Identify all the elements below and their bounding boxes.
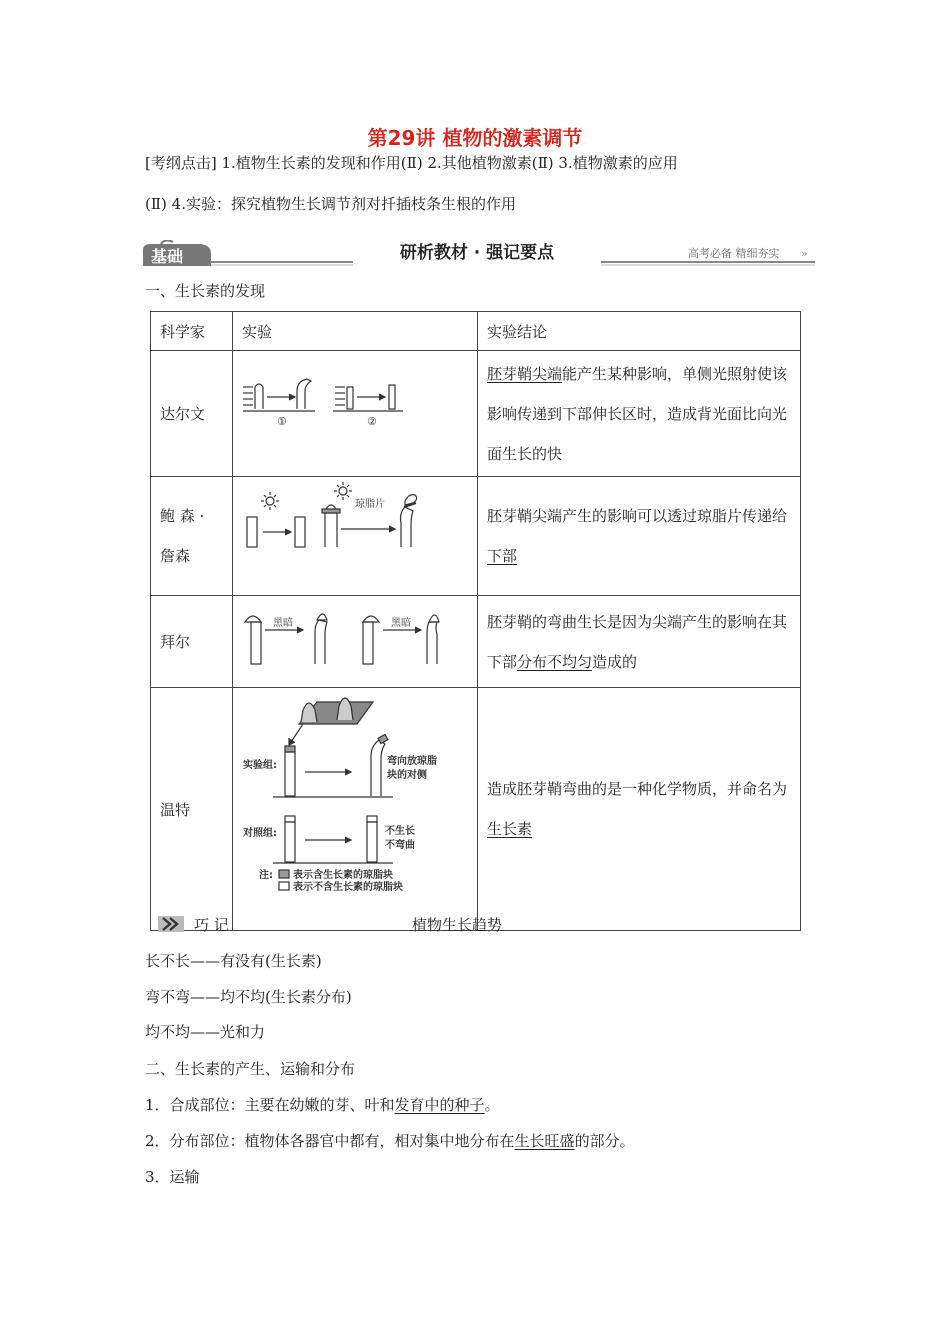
section-banner bbox=[143, 240, 815, 270]
went-diagram bbox=[233, 688, 478, 931]
tip-bar bbox=[158, 914, 518, 940]
banner-center-title: 研析教材 · 强记要点 bbox=[399, 243, 555, 263]
paal-diagram bbox=[233, 596, 478, 688]
boysen-conclusion-text: 胚芽鞘尖端产生的影响可以透过琼脂片传递给 bbox=[487, 507, 788, 525]
scientist-darwin: 达尔文 bbox=[151, 351, 233, 477]
item-1-text: 1．合成部位：主要在幼嫩的芽、叶和 bbox=[145, 1096, 395, 1114]
boysen-experiment-figure bbox=[233, 477, 477, 591]
item-1 bbox=[145, 1094, 500, 1115]
section-heading-1: 一、生长素的发现 bbox=[145, 282, 266, 300]
paal-conclusion bbox=[478, 596, 801, 688]
banner-badge: 基础 bbox=[151, 247, 184, 266]
went-exp-result-1: 弯向放琼脂 bbox=[387, 756, 437, 767]
table-row bbox=[151, 688, 801, 931]
darwin-diagram bbox=[233, 351, 478, 477]
mnemonic-line-3: 均不均——光和力 bbox=[145, 1023, 266, 1041]
paal-dark-label-1: 黑暗 bbox=[273, 618, 293, 629]
went-exp-group-label: 实验组: bbox=[243, 760, 277, 771]
went-ctrl-group-label: 对照组: bbox=[243, 828, 277, 839]
table-row bbox=[151, 596, 801, 688]
header-scientist: 科学家 bbox=[151, 312, 233, 351]
table-header-row bbox=[151, 312, 801, 351]
went-experiment-figure bbox=[233, 688, 477, 926]
went-note-label: 注: bbox=[259, 870, 273, 881]
item-2-tail: 的部分。 bbox=[574, 1132, 635, 1150]
boysen-conclusion-key: 下部 bbox=[487, 547, 518, 565]
paal-conclusion-text: 胚芽鞘的弯曲生长是因为尖端产生的影响在其下部 bbox=[487, 612, 788, 671]
went-conclusion-key: 生长素 bbox=[487, 820, 533, 838]
darwin-conclusion-text: 能产生某种影响，单侧光照射使该影响传递到下部伸长区时，造成背光面比向光面生长的快 bbox=[487, 364, 788, 463]
boysen-conclusion bbox=[478, 477, 801, 596]
went-exp-result-2: 块的对侧 bbox=[387, 770, 427, 781]
discovery-table bbox=[150, 311, 801, 931]
darwin-label-1: ① bbox=[277, 415, 287, 428]
item-1-tail: 。 bbox=[484, 1096, 500, 1114]
mnemonic-line-1: 长不长——有没有(生长素) bbox=[145, 952, 322, 970]
outline-line-1: [考纲点击] 1.植物生长素的发现和作用(Ⅱ) 2.其他植物激素(Ⅱ) 3.植物激素的应用 bbox=[145, 154, 678, 172]
item-1-key: 发育中的种子 bbox=[394, 1096, 485, 1114]
section-heading-2: 二、生长素的产生、运输和分布 bbox=[145, 1060, 356, 1078]
went-note-1: 表示含生长素的琼脂块 bbox=[293, 870, 393, 881]
item-2-key: 生长旺盛 bbox=[514, 1132, 575, 1150]
darwin-experiment-figure bbox=[233, 351, 477, 472]
outline-line-2: (Ⅱ) 4.实验：探究植物生长调节剂对扦插枝条生根的作用 bbox=[145, 195, 516, 213]
header-conclusion: 实验结论 bbox=[478, 312, 801, 351]
banner-right-text: 高考必备 精细夯实 bbox=[688, 247, 780, 260]
paal-experiment-figure bbox=[233, 596, 477, 683]
boysen-diagram bbox=[233, 477, 478, 596]
went-conclusion bbox=[478, 688, 801, 931]
went-note-2: 表示不含生长素的琼脂块 bbox=[293, 882, 403, 893]
darwin-label-2: ② bbox=[367, 415, 377, 428]
svg-text:»: » bbox=[801, 247, 808, 260]
page-title: 第29讲 植物的激素调节 bbox=[367, 126, 583, 150]
item-2-text: 2．分布部位：植物体各器官中都有，相对集中地分布在 bbox=[145, 1132, 515, 1150]
mnemonic-line-2: 弯不弯——均不均(生长素分布) bbox=[145, 988, 352, 1006]
boysen-agar-label: 琼脂片 bbox=[355, 499, 385, 510]
darwin-conclusion-key: 胚芽鞘尖端 bbox=[487, 364, 563, 383]
item-3: 3．运输 bbox=[145, 1168, 200, 1186]
went-conclusion-text: 造成胚芽鞘弯曲的是一种化学物质，并命名为 bbox=[487, 780, 788, 798]
scientist-paal: 拜尔 bbox=[151, 596, 233, 688]
paal-conclusion-tail: 造成的 bbox=[592, 652, 638, 671]
table-row bbox=[151, 477, 801, 596]
scientist-went: 温特 bbox=[151, 688, 233, 931]
darwin-conclusion bbox=[478, 351, 801, 477]
item-2 bbox=[145, 1130, 635, 1151]
table-row bbox=[151, 351, 801, 477]
paal-dark-label-2: 黑暗 bbox=[391, 618, 411, 629]
paal-conclusion-key: 分布不均匀 bbox=[517, 652, 593, 671]
tip-label: 巧 记 bbox=[194, 916, 229, 934]
went-ctrl-result-2: 不弯曲 bbox=[385, 840, 415, 851]
header-experiment: 实验 bbox=[233, 312, 478, 351]
went-ctrl-result-1: 不生长 bbox=[385, 826, 415, 837]
scientist-boysen-jensen: 鲍 森 · 詹森 bbox=[151, 477, 233, 596]
tip-title: 植物生长趋势 bbox=[412, 916, 503, 934]
